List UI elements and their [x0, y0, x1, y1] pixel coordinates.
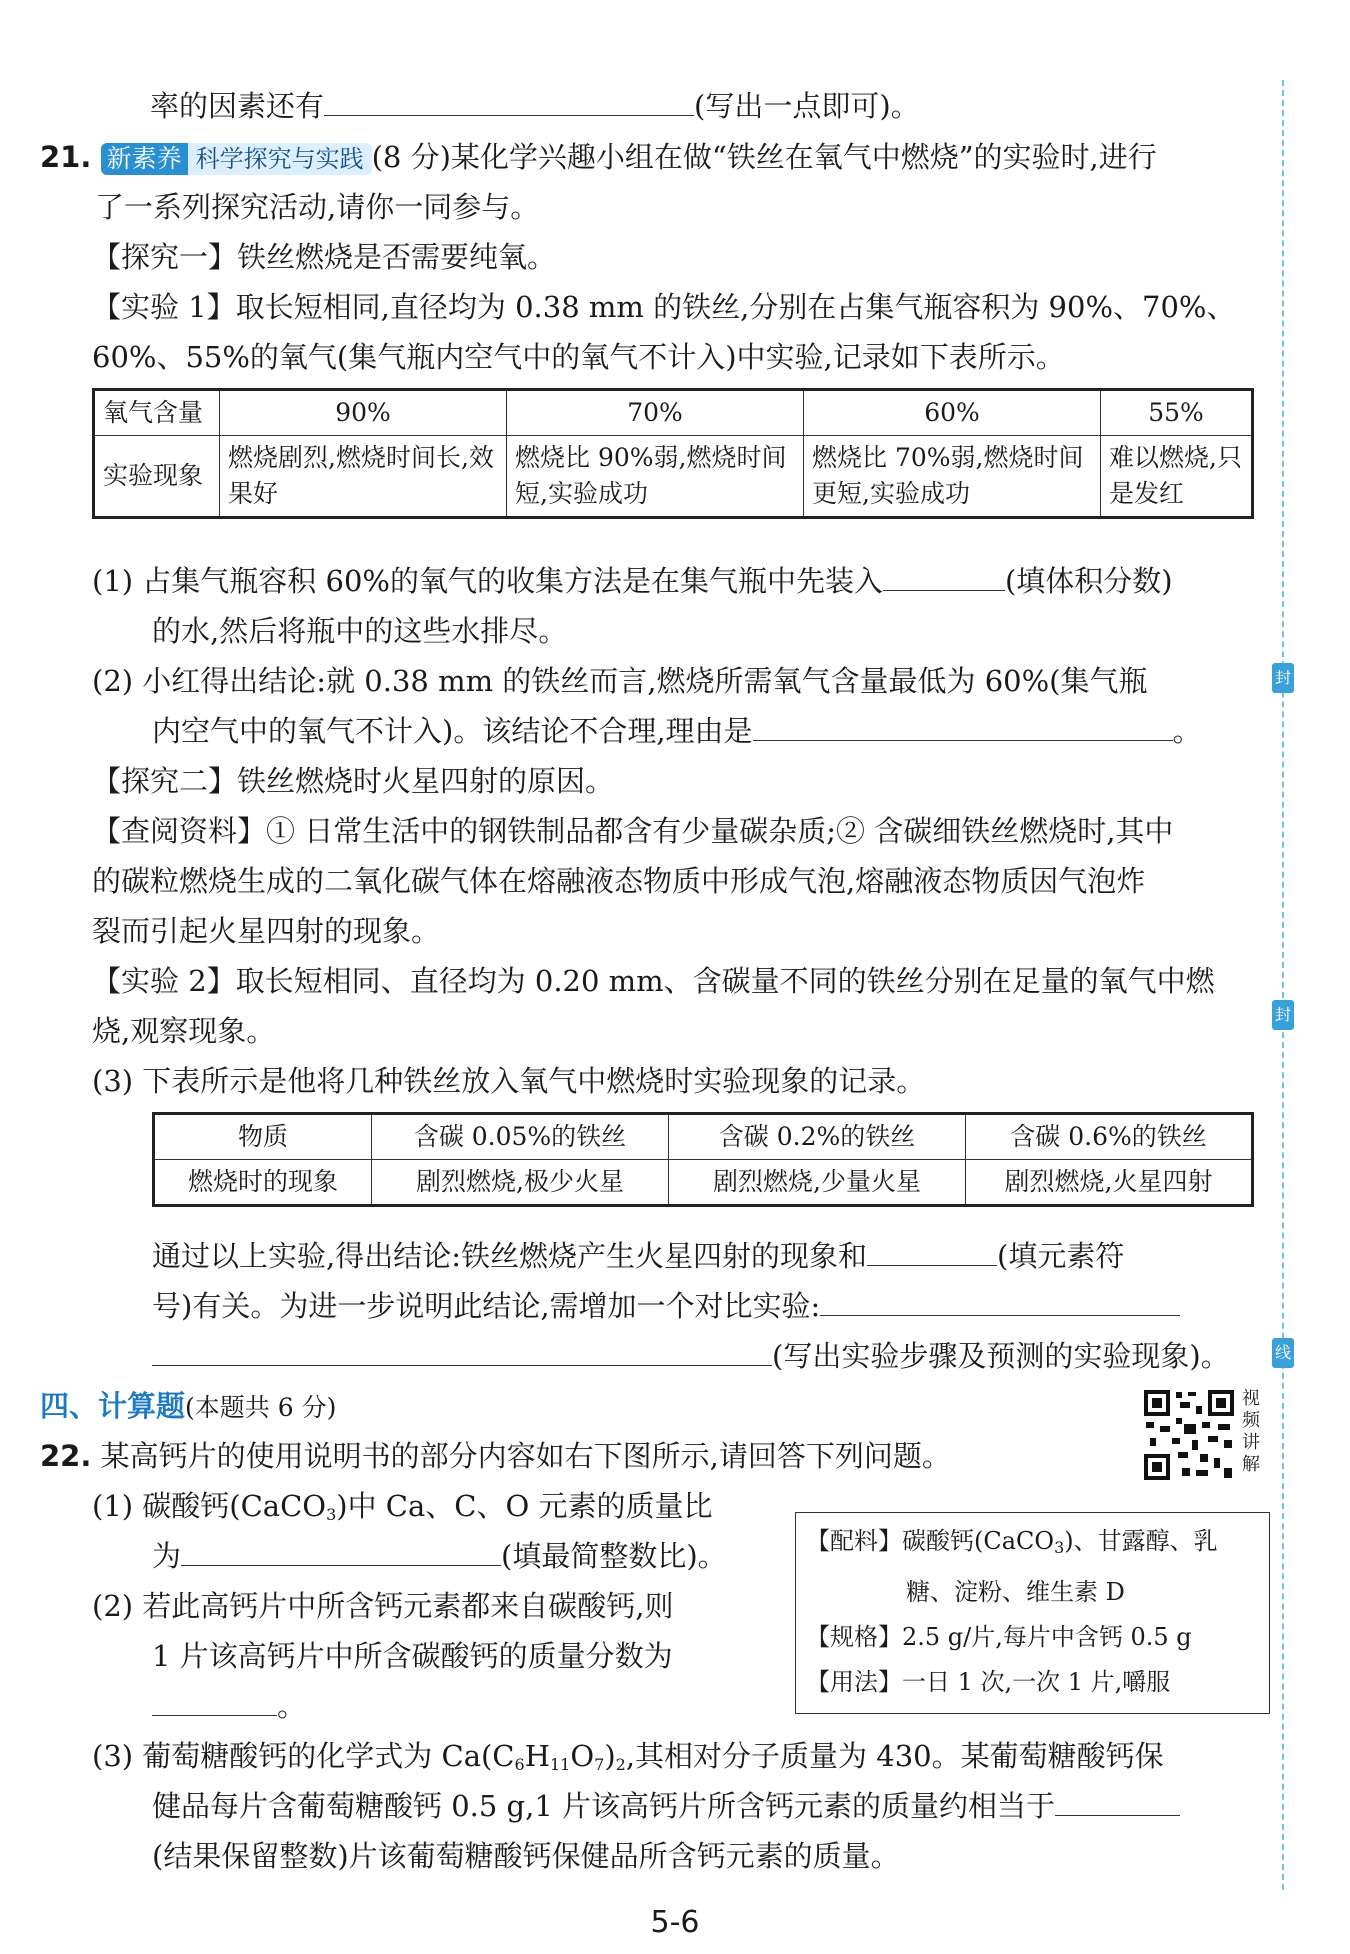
- reference-line3: 裂而引起火星四射的现象。: [92, 914, 441, 948]
- q21-intro-line2: 了一系列探究活动,请你一同参与。: [95, 190, 540, 224]
- question-number: 22.: [40, 1439, 92, 1473]
- spec-line: 【规格】2.5 g/片,每片中含钙 0.5 g: [806, 1623, 1192, 1651]
- q22-intro: 22. 某高钙片的使用说明书的部分内容如右下图所示,请回答下列问题。: [40, 1439, 951, 1473]
- table-header: 70%: [507, 390, 804, 436]
- table-header: 含碳 0.6%的铁丝: [966, 1114, 1253, 1160]
- margin-tag: 封: [1272, 663, 1294, 693]
- ingredient-box: [795, 1512, 1270, 1714]
- answer-blank[interactable]: [152, 1339, 772, 1366]
- ingredients-line2: 糖、淀粉、维生素 D: [906, 1578, 1125, 1606]
- table-cell: 燃烧比 90%弱,燃烧时间短,实验成功: [507, 436, 804, 518]
- new-literacy-badge: 新素养: [101, 143, 188, 175]
- q21-part2-line2: 内空气中的氧气不计入)。该结论不合理,理由是 。: [152, 714, 1202, 748]
- answer-blank[interactable]: [324, 89, 694, 116]
- table-header: 物质: [154, 1114, 372, 1160]
- table-row: [154, 1114, 1253, 1160]
- q22-part3-line3: (结果保留整数)片该葡萄糖酸钙保健品所含钙元素的质量。: [152, 1839, 900, 1873]
- answer-blank[interactable]: [181, 1539, 501, 1566]
- exp2-line1: 【实验 2】取长短相同、直径均为 0.20 mm、含碳量不同的铁丝分别在足量的氧气中燃: [92, 964, 1215, 998]
- table-cell: 剧烈燃烧,少量火星: [669, 1160, 966, 1206]
- answer-blank[interactable]: [820, 1289, 1180, 1316]
- reference-line1: 【查阅资料】① 日常生活中的钢铁制品都含有少量碳杂质;② 含碳细铁丝燃烧时,其中: [92, 814, 1174, 848]
- table-cell: 实验现象: [94, 436, 220, 518]
- top-line: 率的因素还有 (写出一点即可)。: [150, 89, 920, 123]
- table-cell: 燃烧比 70%弱,燃烧时间更短,实验成功: [804, 436, 1101, 518]
- table-header: 含碳 0.05%的铁丝: [372, 1114, 669, 1160]
- probe-one-heading: 【探究一】铁丝燃烧是否需要纯氧。: [92, 240, 557, 274]
- answer-blank[interactable]: [753, 714, 1173, 741]
- exp1-line2: 60%、55%的氧气(集气瓶内空气中的氧气不计入)中实验,记录如下表所示。: [92, 340, 1065, 374]
- q22-part1-line1: (1) 碳酸钙(CaCO$_3$)中 Ca、C、O 元素的质量比: [92, 1489, 713, 1524]
- table-header: 含碳 0.2%的铁丝: [669, 1114, 966, 1160]
- science-practice-badge: 科学探究与实践: [188, 143, 372, 175]
- q22-part1-line2: 为 (填最简整数比)。: [152, 1539, 727, 1573]
- table-row: [154, 1160, 1253, 1206]
- exp1-line1: 【实验 1】取长短相同,直径均为 0.38 mm 的铁丝,分别在占集气瓶容积为 90%、70%、: [92, 290, 1236, 324]
- page-number: 5-6: [650, 1905, 700, 1940]
- question-number: 21.: [40, 140, 92, 174]
- table-cell: 难以燃烧,只是发红: [1101, 436, 1253, 518]
- q22-part3-line1: (3) 葡萄糖酸钙的化学式为 $Ca(C_6H_{11}O_7)_2$,其相对分子质量为 430。某葡萄糖酸钙保: [92, 1739, 1164, 1774]
- margin-tag: 封: [1272, 1000, 1294, 1030]
- q22-part2-line1: (2) 若此高钙片中所含钙元素都来自碳酸钙,则: [92, 1589, 674, 1623]
- q22-part2-line2: 1 片该高钙片中所含碳酸钙的质量分数为: [152, 1639, 673, 1673]
- q22-part3-line2: 健品每片含葡萄糖酸钙 0.5 g,1 片该高钙片所含钙元素的质量约相当于: [152, 1788, 1180, 1824]
- conclusion-line2: 号)有关。为进一步说明此结论,需增加一个对比实验:: [152, 1288, 1180, 1324]
- q21-part2-line1: (2) 小红得出结论:就 0.38 mm 的铁丝而言,燃烧所需氧气含量最低为 60%(集气瓶: [92, 664, 1148, 698]
- q21-part3: (3) 下表所示是他将几种铁丝放入氧气中燃烧时实验现象的记录。: [92, 1064, 926, 1098]
- ingredients-line: 【配料】碳酸钙(CaCO$_3$)、甘露醇、乳: [806, 1527, 1218, 1557]
- q21-part1-line2: 的水,然后将瓶中的这些水排尽。: [152, 614, 568, 648]
- answer-blank[interactable]: [152, 1689, 277, 1716]
- table-cell: 燃烧剧烈,燃烧时间长,效果好: [220, 436, 507, 518]
- usage-line: 【用法】一日 1 次,一次 1 片,嚼服: [806, 1668, 1171, 1696]
- table-cell: 燃烧时的现象: [154, 1160, 372, 1206]
- oxygen-table: [92, 388, 1254, 519]
- qr-label: 视 频 讲 解: [1242, 1388, 1260, 1475]
- table-cell: 剧烈燃烧,火星四射: [966, 1160, 1253, 1206]
- table-row: [94, 436, 1253, 518]
- carbon-table: [152, 1112, 1254, 1207]
- margin-tag: 线: [1272, 1338, 1294, 1368]
- conclusion-line3: (写出实验步骤及预测的实验现象)。: [152, 1338, 1230, 1374]
- probe-two-heading: 【探究二】铁丝燃烧时火星四射的原因。: [92, 764, 615, 798]
- exp2-line2: 烧,观察现象。: [92, 1014, 276, 1048]
- table-cell: 剧烈燃烧,极少火星: [372, 1160, 669, 1206]
- table-header: 90%: [220, 390, 507, 436]
- table-header: 氧气含量: [94, 390, 220, 436]
- section-heading: 四、计算题(本题共 6 分): [40, 1389, 337, 1423]
- table-header: 55%: [1101, 390, 1253, 436]
- answer-blank[interactable]: [1055, 1789, 1180, 1816]
- q21-intro-line1: 21. 新素养 科学探究与实践 (8 分)某化学兴趣小组在做“铁丝在氧气中燃烧”的实验时,进行: [40, 140, 1157, 174]
- binding-line: [1282, 80, 1284, 1890]
- table-row: [94, 390, 1253, 436]
- answer-blank[interactable]: [867, 1239, 997, 1266]
- table-header: 60%: [804, 390, 1101, 436]
- q21-part1-line1: (1) 占集气瓶容积 60%的氧气的收集方法是在集气瓶中先装入 (填体积分数): [92, 564, 1173, 598]
- q22-part2-line3: 。: [152, 1688, 306, 1724]
- reference-line2: 的碳粒燃烧生成的二氧化碳气体在熔融液态物质中形成气泡,熔融液态物质因气泡炸: [92, 864, 1146, 898]
- qr-code-icon[interactable]: [1142, 1388, 1236, 1482]
- conclusion-line1: 通过以上实验,得出结论:铁丝燃烧产生火星四射的现象和 (填元素符: [152, 1239, 1125, 1273]
- answer-blank[interactable]: [883, 564, 1005, 591]
